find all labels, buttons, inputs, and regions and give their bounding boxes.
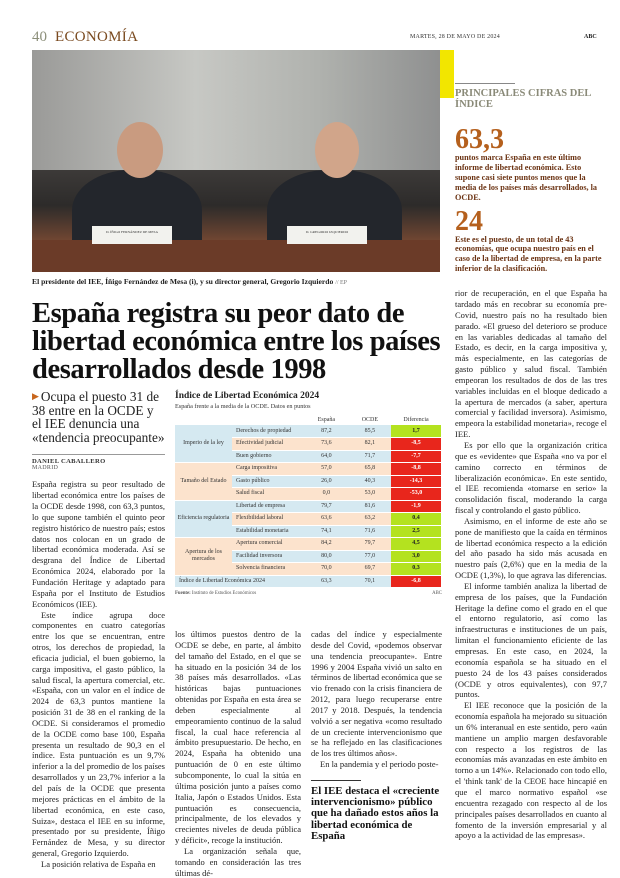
nameplate-left: D. ÍÑIGO FERNÁNDEZ DE MESA — [92, 226, 172, 244]
component-name: Apertura comercial — [232, 538, 304, 551]
oecd-value: 53,0 — [349, 488, 391, 501]
table-row — [175, 463, 441, 476]
component-name: Salud fiscal — [232, 488, 304, 501]
spain-value: 84,2 — [304, 538, 349, 551]
pull-quote: El IEE destaca el «creciente intervencionismo» público que ha dañado estos años la libertad económica de España — [311, 784, 440, 842]
sidebar-figure — [455, 205, 607, 275]
page-number: 40 — [32, 29, 47, 45]
left-column — [32, 390, 165, 870]
paragraph: El informe también analiza la libertad de empresa de los países, que la Fundación Heritage la define como el grado en el que el entorno regulatorio, así como las infraestructuras e instituciones de un país, limitan el funcionamiento eficiente de las empresas. En este caso, en 2024, la economía española se ha situado en el puesto 24 de los 43 países considerados (OCDE y otros equivalentes), con 97,7 puntos. — [455, 580, 607, 700]
oecd-total: 70,1 — [349, 575, 391, 588]
difference-value: -8,8 — [391, 463, 441, 476]
right-column — [455, 83, 607, 841]
group-label: Apertura de los mercados — [175, 538, 232, 576]
freedom-index-table — [175, 415, 441, 588]
byline-location: MADRID — [32, 465, 59, 472]
difference-total: -6,8 — [391, 575, 441, 588]
difference-value: 2,5 — [391, 525, 441, 538]
col-header-spain: España — [317, 417, 336, 423]
component-name: Libertad de empresa — [232, 500, 304, 513]
component-name: Efectividad judicial — [232, 438, 304, 451]
spain-value: 57,0 — [304, 463, 349, 476]
byline-rule — [32, 454, 165, 455]
difference-value: -8,5 — [391, 438, 441, 451]
component-name: Facilidad inversora — [232, 550, 304, 563]
body-column-3 — [311, 629, 442, 770]
dateline: MARTES, 28 DE MAYO DE 2024 — [410, 34, 500, 40]
component-name: Buen gobierno — [232, 450, 304, 463]
table-title: Índice de Libertad Económica 2024 — [175, 391, 320, 401]
col-header-difference: Diferencia — [403, 417, 429, 423]
group-label: Eficiencia regulatoria — [175, 500, 232, 538]
difference-value: 0,4 — [391, 513, 441, 526]
body-column-4 — [455, 288, 607, 841]
oecd-value: 71,6 — [349, 525, 391, 538]
oecd-value: 77,0 — [349, 550, 391, 563]
byline-author: DANIEL CABALLERO — [32, 458, 106, 466]
paragraph: Asimismo, en el informe de este año se pone de manifiesto que la caída en términos de libertad económica respecto a la edición del año pasado ha sido más acusada en nuestro país (2,6%) que en la media de la OCDE (1,3%), lo que agrava las diferencias. — [455, 515, 607, 581]
difference-value: -1,9 — [391, 500, 441, 513]
spain-value: 80,0 — [304, 550, 349, 563]
subheadline — [32, 390, 165, 444]
paragraph: La organización señala que, tomando en consideración las tres últimas dé- — [175, 845, 301, 878]
sidebar-title: PRINCIPALES CIFRAS DEL ÍNDICE — [455, 88, 591, 110]
difference-value: -14,3 — [391, 475, 441, 488]
middle-column — [175, 390, 442, 878]
spain-total: 63,3 — [304, 575, 349, 588]
caption-text: El presidente del IEE, Íñigo Fernández de Mesa (i), y su director general, Gregorio Izquierdo — [32, 277, 334, 286]
pullquote-rule — [311, 780, 361, 781]
headline: España registra su peor dato de libertad económica entre los países desarrollados desde 1998 — [32, 298, 441, 385]
group-label: Tamaño del Estado — [175, 463, 232, 501]
article-main — [32, 300, 442, 878]
paragraph: los últimos puestos dentro de la OCDE se debe, en parte, al ámbito del tamaño del Estado, en el que se ha situado en la posición 34 de los 38 países más desarrollados. «Las históricas bajas puntuaciones obtenidas por España en esta área se deben especialmente al empeoramiento continuo de la salud fiscal, la cual hace referencia al ámbito presupuestario. De hecho, en 2024, España ha obtenido una puntuación de 0 en este último subcomponente, lo cual la sitúa en última posición junto a países como Italia, Japón o Estados Unidos. Esta puntuación es consecuencia, principalmente, de los elevados y crecientes niveles de deuda pública y déficit», recoge la institución. — [175, 629, 301, 846]
table-credit: ABC — [432, 591, 442, 596]
component-name: Derechos de propiedad — [232, 425, 304, 438]
oecd-value: 40,3 — [349, 475, 391, 488]
paragraph: En la pandemia y el periodo poste- — [320, 759, 439, 770]
difference-value: 3,0 — [391, 550, 441, 563]
body-column-1 — [32, 479, 165, 869]
nameplate-right: D. GREGORIO IZQUIERDO — [287, 226, 367, 244]
figure-text: Este es el puesto, de un total de 43 economías, que ocupa nuestro país en el caso de la libertad de empresa, en la parte inferior de la clasificación. — [455, 234, 602, 274]
section-title: ECONOMÍA — [55, 29, 139, 45]
difference-value: -7,7 — [391, 450, 441, 463]
difference-value: 4,5 — [391, 538, 441, 551]
table-row — [175, 500, 441, 513]
figure-number: 24 — [455, 205, 483, 237]
component-name: Gasto público — [232, 475, 304, 488]
oecd-value: 69,7 — [349, 563, 391, 576]
oecd-value: 79,7 — [349, 538, 391, 551]
table-footer — [175, 591, 442, 597]
photo-credit: // EP — [335, 280, 348, 286]
spain-value: 70,0 — [304, 563, 349, 576]
component-name: Solvencia financiera — [232, 563, 304, 576]
paragraph: cadas del índice y especialmente desde del Covid, «podemos observar una tendencia preocupante». Entre 1996 y 2004 España vivió un salto en términos de libertad económica que se vio frenado con la crisis financiera de 2012, para luego recuperarse entre 2017 y 2018. Después, la tendencia volvió a ser negativa «como resultado de un creciente intervencionismo que se ha reflejado en las clasificaciones de los tres últimos años». — [311, 629, 442, 759]
col-header-oecd: OCDE — [361, 417, 379, 423]
paragraph: rior de recuperación, en el que España ha tardado más en recobrar su economía pre-Covid, nuestro país no ha resultado bien parado. «El grueso del deterioro se produce en las variables dedicadas al tamaño del Estado, es decir, en la carga impositiva y, más especialmente, en las categorías de gasto público y salud fiscal. También empeoran los resultados de dos de las tres variables incluidas en el bloque dedicado a la apertura de mercados (a saber, apertura comercial y facilidad inversora). Asimismo, empeora la estabilidad monetaria», recoge el IEE. — [455, 288, 607, 440]
subhead-text: Ocupa el puesto 31 de 38 entre en la OCDE y el IEE denuncia una «tendencia preocupante» — [32, 389, 165, 445]
oecd-value: 71,7 — [349, 450, 391, 463]
table-row — [175, 425, 441, 438]
body-column-2 — [175, 629, 301, 878]
table-row — [175, 538, 441, 551]
source-label: Fuente: — [175, 591, 191, 596]
table-total-row — [175, 575, 441, 588]
photo-caption — [32, 277, 442, 288]
spain-value: 26,0 — [304, 475, 349, 488]
difference-value: 1,7 — [391, 425, 441, 438]
sidebar-rule — [455, 83, 515, 84]
oecd-value: 81,6 — [349, 500, 391, 513]
spain-value: 63,6 — [304, 513, 349, 526]
spain-value: 87,2 — [304, 425, 349, 438]
paragraph: España registra su peor resultado de libertad económica entre los países de la OCDE desde 1998, con 63,3 puntos, lo que supone también el quinto peor registro histórico de nuestro país; estos datos nos colocan en un grado de libertad económica moderada. Así se desgrana del Índice de Libertad Económica 2024, elaborado por la Fundación Heritage y adaptado para España por el Instituto de Estudios Económicos (IEE). — [32, 479, 165, 609]
table-source — [175, 591, 256, 597]
color-accent-strip — [440, 50, 454, 98]
paragraph: Este índice agrupa doce componentes en cuatro categorías entre los que se encuentran, entre otros, los derechos de propiedad, la eficacia judicial, el buen gobierno, la carga impositiva, el gasto público, la salud fiscal, la apertura comercial, etc. «España, con un valor en el índice de 2024 de 63,3 puntos mantiene la posición 31 de 38 en el ranking de la OCDE. Si consideramos el promedio de la OCDE como base 100, España presenta un resultado de 90,3 en el índice. Esta puntuación es un 9,7% inferior a la del promedio de los países desarrollados y un 23,7% inferior a la del país de la OCDE que presenta mejores prácticas en el ámbito de la libertad económica, en este caso, Suiza», destaca el IEE en su informe, presentado por su presidente, Íñigo Fernández de Mesa, y su director general, Gregorio Izquierdo. — [32, 609, 165, 859]
component-name: Carga impositiva — [232, 463, 304, 476]
triangle-bullet-icon: ▶ — [32, 391, 39, 401]
brand-logo: ABC — [584, 34, 597, 40]
oecd-value: 85,5 — [349, 425, 391, 438]
source-text: Instituto de Estudios Económicos — [191, 591, 257, 596]
spain-value: 73,6 — [304, 438, 349, 451]
total-label: Índice de Libertad Económica 2024 — [175, 575, 304, 588]
difference-value: -53,0 — [391, 488, 441, 501]
component-name: Flexibilidad laboral — [232, 513, 304, 526]
paragraph: El IEE reconoce que la posición de la economía española ha mejorado su situación un 6% interanual en este sentido, pero «aún mantiene un amplio margen desfavorable con respecto a los registros de las economías más avanzadas en este ámbito en torno a un 14%». Relacionado con todo ello, el 'think tank' de la CEOE hace hincapié en que el marco normativo español «se encuentra rezagado con respecto al de los principales países desarrollados en cuanto al fomento de la inversión empresarial y al apoyo a la actividad de las empresas». — [455, 700, 607, 841]
table-subtitle: España frente a la media de la OCDE. Datos en puntos — [175, 403, 311, 410]
component-name: Estabilidad monetaria — [232, 525, 304, 538]
oecd-value: 63,2 — [349, 513, 391, 526]
difference-value: 0,3 — [391, 563, 441, 576]
sidebar-figure — [455, 124, 607, 203]
figure-number: 63,3 — [455, 124, 504, 155]
oecd-value: 82,1 — [349, 438, 391, 451]
spain-value: 64,0 — [304, 450, 349, 463]
spain-value: 74,1 — [304, 525, 349, 538]
group-label: Imperio de la ley — [175, 425, 232, 463]
spain-value: 0,0 — [304, 488, 349, 501]
paragraph: La posición relativa de España en — [41, 858, 156, 869]
spain-value: 79,7 — [304, 500, 349, 513]
paragraph: Es por ello que la organización critica que es «evidente» que España «no va por el camino correcto en términos de liberalización económica». En este sentido, el IEE recomienda «tomarse en serio» la consolidación fiscal, moderando la carga fiscal y controlando el gasto público. — [455, 439, 607, 516]
oecd-value: 65,8 — [349, 463, 391, 476]
figure-text: puntos marca España en este último informe de libertad económica. Esto supone casi siete puntos menos que la media de los países más desarrollados, la OCDE. — [455, 153, 598, 202]
article-photo — [32, 50, 440, 272]
